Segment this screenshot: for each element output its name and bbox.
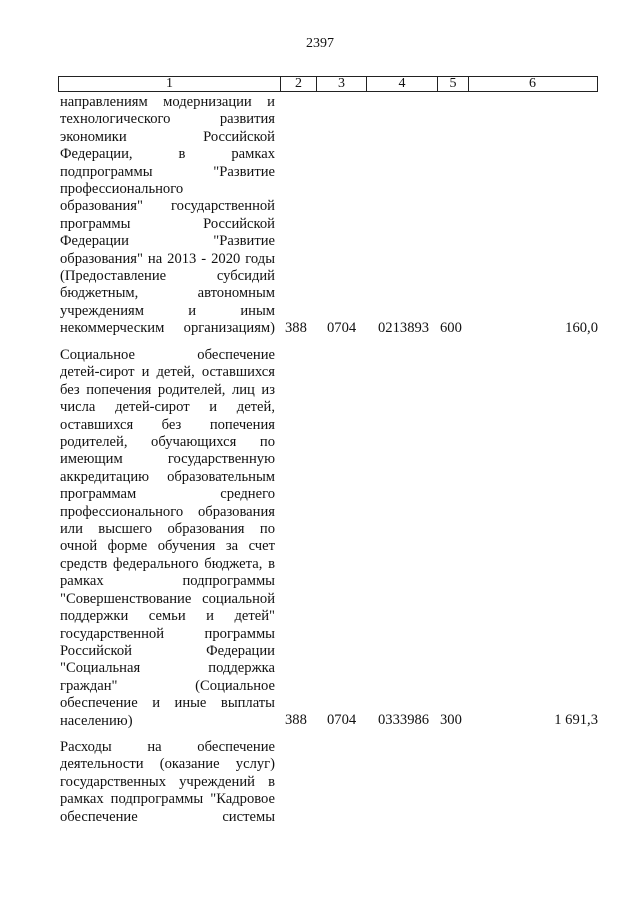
desc-line: числа детей-сирот и детей, (60, 399, 275, 416)
column-header-1: 1 (59, 77, 281, 91)
desc-line: профессионального образования (60, 503, 275, 520)
row-2-amount: 1 691,3 (554, 712, 598, 728)
desc-line: родителей, обучающихся по (60, 434, 275, 451)
row-1-expense-type: 600 (440, 320, 462, 336)
desc-line: оставшихся без попечения (60, 416, 275, 433)
desc-line: профессионального (60, 181, 184, 198)
desc-line: "Совершенствование социальной (60, 590, 275, 607)
desc-line: Федерации, в рамках (60, 146, 275, 163)
desc-line: программам среднего (60, 486, 275, 503)
desc-line: учреждениям и иным (60, 302, 275, 319)
column-header-4: 4 (367, 77, 438, 91)
page-number: 2397 (306, 36, 334, 51)
row-1-target-article: 0213893 (378, 320, 430, 336)
desc-line: имеющим государственную (60, 451, 275, 468)
desc-line: очной форме обучения за счет (60, 538, 275, 555)
desc-line: подпрограммы "Развитие (60, 163, 275, 180)
desc-line: или высшего образования по (60, 521, 275, 538)
column-header-5: 5 (438, 77, 469, 91)
row-2-expense-type: 300 (440, 712, 462, 728)
row-description-3 (60, 739, 275, 826)
desc-line: государственной программы (60, 625, 275, 642)
desc-line: "Социальная поддержка (60, 660, 275, 677)
column-header-row (58, 76, 598, 92)
desc-line: государственных учреждений в (60, 773, 275, 790)
column-header-6: 6 (529, 76, 536, 91)
row-2-target-article: 0333986 (378, 712, 430, 728)
desc-line: деятельности (оказание услуг) (60, 756, 275, 773)
desc-line: обеспечение системы (60, 808, 275, 825)
desc-line: аккредитацию образовательным (60, 468, 275, 485)
desc-line: направлениям модернизации и (60, 94, 275, 110)
column-header-3: 3 (317, 77, 367, 91)
desc-line: Социальное обеспечение (60, 347, 275, 363)
desc-line: (Предоставление субсидий (60, 268, 275, 285)
desc-line: Федерации "Развитие (60, 233, 275, 250)
desc-line: обеспечение и иные выплаты (60, 695, 275, 712)
row-2-subsection: 0704 (327, 712, 357, 728)
row-description-1 (60, 94, 275, 338)
desc-line: образования" на 2013 - 2020 годы (60, 250, 275, 267)
desc-line: рамках подпрограммы (60, 573, 275, 590)
desc-line: поддержки семьи и детей" (60, 608, 275, 625)
desc-line: программы Российской (60, 215, 275, 232)
row-1-section: 388 (285, 320, 307, 336)
desc-line: Расходы на обеспечение (60, 739, 275, 755)
desc-line: детей-сирот и детей, оставшихся (60, 364, 275, 381)
column-header-2: 2 (281, 77, 317, 91)
row-description-2 (60, 347, 275, 730)
desc-line: экономики Российской (60, 128, 275, 145)
desc-line: бюджетным, автономным (60, 285, 275, 302)
desc-line: технологического развития (60, 111, 275, 128)
row-1-amount: 160,0 (565, 320, 598, 336)
desc-line: образования" государственной (60, 198, 275, 215)
row-2-section: 388 (285, 712, 307, 728)
row-1-subsection: 0704 (327, 320, 357, 336)
desc-line: граждан" (Социальное (60, 677, 275, 694)
desc-line: населению) (60, 712, 133, 729)
desc-line: рамках подпрограммы "Кадровое (60, 791, 275, 808)
desc-line: некоммерческим организациям) (60, 320, 275, 337)
desc-line: без попечения родителей, лиц из (60, 381, 275, 398)
desc-line: средств федерального бюджета, в (60, 555, 275, 572)
desc-line: Российской Федерации (60, 642, 275, 659)
